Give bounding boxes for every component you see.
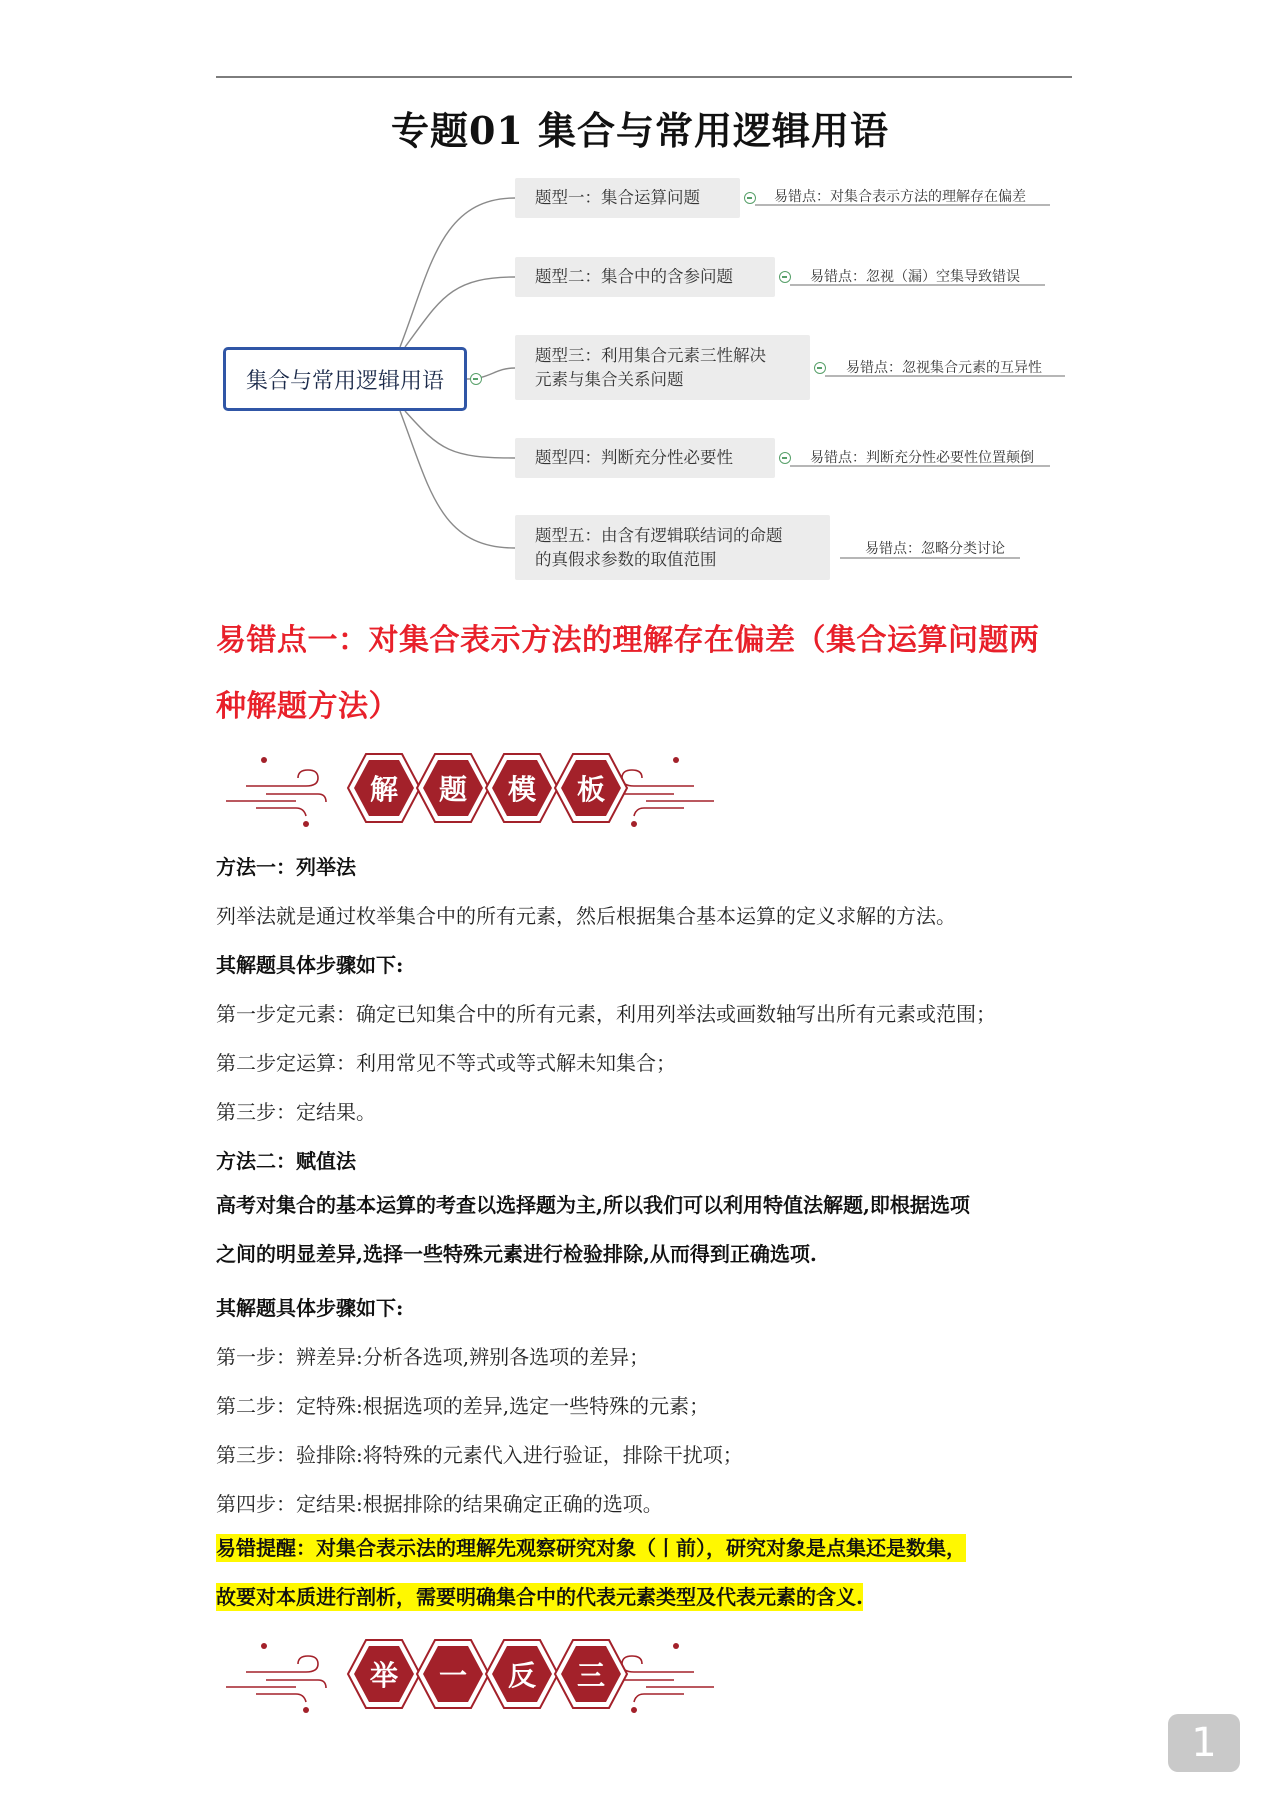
banner-2-char-3: 反 <box>507 1659 536 1692</box>
pitfall-label-2: 易错点：忽视（漏）空集导致错误 <box>810 269 1020 285</box>
mindmap-topic-5 <box>515 515 830 580</box>
method-1-step-2: 第二步定运算：利用常见不等式或等式解未知集合； <box>216 1051 676 1075</box>
connector-topic-1 <box>400 198 515 347</box>
method-2-label: 方法二：赋值法 <box>216 1149 356 1173</box>
method-2-description <box>216 1181 1086 1279</box>
banner-2-char-1: 举 <box>369 1659 398 1692</box>
method-2-step-2: 第二步：定特殊:根据选项的差异,选定一些特殊的元素； <box>216 1394 710 1418</box>
method-1-label: 方法一：列举法 <box>216 855 356 879</box>
topic-5-label-line-1: 题型五：由含有逻辑联结词的命题 <box>535 525 783 545</box>
collapse-toggle-icon[interactable] <box>779 452 791 464</box>
pitfall-label-1: 易错点：对集合表示方法的理解存在偏差 <box>774 189 1026 205</box>
pitfall-label-4: 易错点：判断充分性必要性位置颠倒 <box>810 450 1034 466</box>
topic-4-label: 题型四：判断充分性必要性 <box>535 448 733 467</box>
collapse-toggle-icon[interactable] <box>814 362 826 374</box>
banner-1-labels <box>226 746 714 830</box>
collapse-toggle-icon[interactable] <box>779 271 791 283</box>
topic-3-label-line-1: 题型三：利用集合元素三性解决 <box>535 345 766 365</box>
connector-topic-5 <box>400 411 515 548</box>
page-number: 1 <box>1191 1720 1217 1766</box>
method-1-step-3: 第三步：定结果。 <box>216 1100 376 1124</box>
method-2-step-4: 第四步：定结果:根据排除的结果确定正确的选项。 <box>216 1492 663 1516</box>
method-2-steps-title: 其解题具体步骤如下: <box>216 1296 404 1320</box>
pitfall-label-5: 易错点：忽略分类讨论 <box>865 541 1005 557</box>
topic-2-label: 题型二：集合中的含参问题 <box>535 267 733 286</box>
mind-map-connectors <box>0 0 1280 600</box>
mindmap-topic-2 <box>515 257 775 297</box>
method-2-step-3: 第三步：验排除:将特殊的元素代入进行验证，排除干扰项； <box>216 1443 743 1467</box>
error-reminder-line-2: 故要对本质进行剖析，需要明确集合中的代表元素类型及代表元素的含义. <box>216 1585 863 1609</box>
mindmap-topic-1 <box>515 178 740 218</box>
method-1-step-1: 第一步定元素：确定已知集合中的所有元素，利用列举法或画数轴写出所有元素或范围； <box>216 1002 996 1026</box>
page-title: 专题01 集合与常用逻辑用语 <box>390 108 890 153</box>
pitfall-heading-line-1: 易错点一：对集合表示方法的理解存在偏差（集合运算问题两 <box>216 623 1040 658</box>
pitfall-label-3: 易错点：忽视集合元素的互异性 <box>846 360 1042 376</box>
topic-3-label-line-2: 元素与集合关系问题 <box>535 369 684 389</box>
mindmap-root-label: 集合与常用逻辑用语 <box>245 368 444 394</box>
collapse-toggle-icon[interactable] <box>744 192 756 204</box>
error-reminder <box>216 1524 1096 1622</box>
method-2-description-line-1: 高考对集合的基本运算的考查以选择题为主,所以我们可以利用特值法解题,即根据选项 <box>216 1193 970 1217</box>
connector-topic-4 <box>405 411 515 458</box>
topic-1-label: 题型一：集合运算问题 <box>535 188 700 207</box>
page-number-badge <box>1168 1714 1240 1772</box>
mindmap-topic-3 <box>515 335 810 400</box>
method-1-steps-title: 其解题具体步骤如下: <box>216 953 404 977</box>
banner-1-char-3: 模 <box>507 773 536 806</box>
method-1-description: 列举法就是通过枚举集合中的所有元素，然后根据集合基本运算的定义求解的方法。 <box>216 904 956 928</box>
banner-2-labels <box>226 1632 714 1716</box>
banner-2-char-4: 三 <box>576 1659 605 1692</box>
error-reminder-line-1: 易错提醒：对集合表示法的理解先观察研究对象（丨前），研究对象是点集还是数集， <box>216 1536 966 1560</box>
pitfall-heading <box>216 608 1086 740</box>
banner-1-char-4: 板 <box>576 773 605 806</box>
topic-5-label-line-2: 的真假求参数的取值范围 <box>535 549 717 569</box>
method-2-step-1: 第一步：辨差异:分析各选项,辨别各选项的差异； <box>216 1345 650 1369</box>
pitfall-heading-line-2: 种解题方法） <box>216 689 399 724</box>
banner-1-char-1: 解 <box>369 773 398 806</box>
method-2-description-line-2: 之间的明显差异,选择一些特殊元素进行检验排除,从而得到正确选项. <box>216 1242 817 1266</box>
mindmap-topic-4 <box>515 438 775 478</box>
mindmap-root <box>223 347 467 411</box>
banner-1-char-2: 题 <box>438 773 467 806</box>
collapse-toggle-icon[interactable] <box>470 373 482 385</box>
banner-2-char-2: 一 <box>438 1659 467 1692</box>
